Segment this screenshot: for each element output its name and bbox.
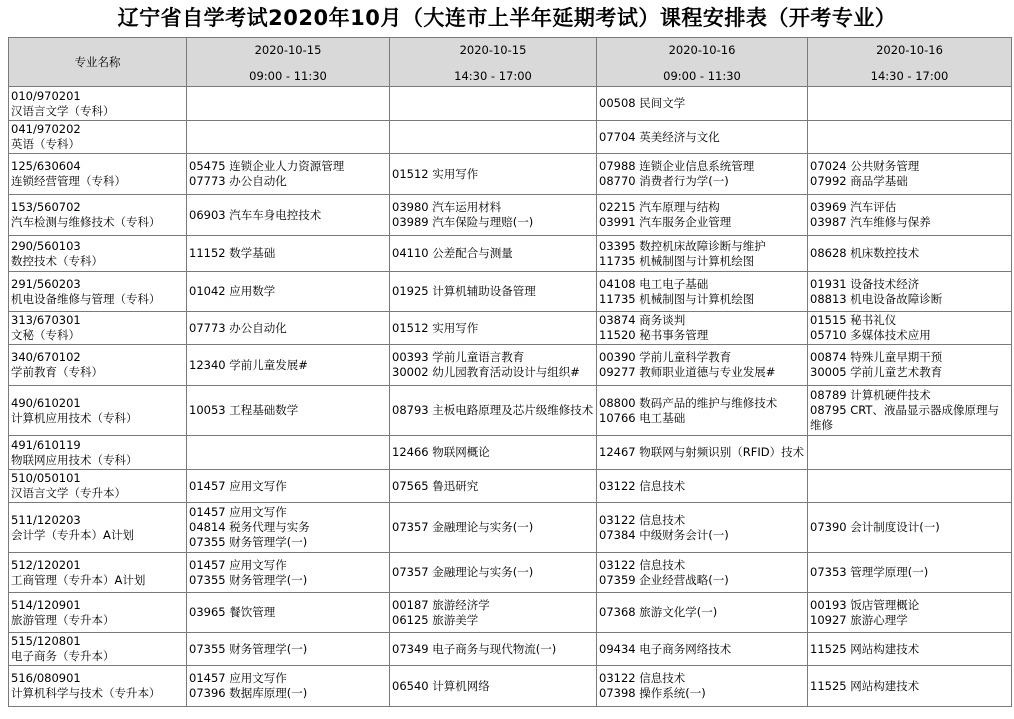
course-entry: 08770 消费者行为学(一) (599, 174, 729, 188)
session-cell (597, 436, 808, 470)
major-code: 125/630604 (11, 159, 81, 173)
course-entry: 30005 学前儿童艺术教育 (810, 365, 943, 379)
major-name: 数控技术（专科） (11, 253, 103, 268)
course-entry: 06903 汽车车身电控技术 (189, 207, 322, 222)
major-code: 514/120901 (11, 597, 81, 612)
table-row (9, 470, 1012, 503)
schedule-table (8, 37, 1012, 707)
major-cell (9, 272, 187, 312)
table-row (9, 553, 1012, 593)
course-entry: 12467 物联网与射频识别（RFID）技术 (599, 445, 805, 459)
session-cell (808, 666, 1012, 707)
course-entry: 01512 实用写作 (392, 166, 479, 181)
course-entry: 10053 工程基础数学 (189, 403, 299, 417)
session-header (390, 38, 597, 87)
course-entry: 06125 旅游美学 (392, 612, 479, 627)
course-entry: 11525 网站构建技术 (810, 641, 920, 656)
major-code: 041/970202 (11, 122, 81, 136)
major-cell (9, 195, 187, 236)
course-entry: 03965 餐饮管理 (189, 605, 276, 619)
session-cell (597, 195, 808, 236)
session-cell (597, 386, 808, 436)
session-cell (808, 195, 1012, 236)
session-cell (808, 312, 1012, 345)
course-entry: 03122 信息技术 (599, 512, 686, 527)
session-time: 09:00 - 11:30 (249, 68, 327, 83)
session-cell (597, 666, 808, 707)
session-cell (390, 345, 597, 386)
course-entry: 11735 机械制图与计算机绘图 (599, 253, 755, 268)
course-entry: 03989 汽车保险与理赔(一) (392, 215, 534, 229)
course-entry: 07988 连锁企业信息系统管理 (599, 159, 755, 173)
course-entry: 03980 汽车运用材料 (392, 200, 502, 214)
table-row (9, 633, 1012, 666)
course-entry: 07359 企业经营战略(一) (599, 572, 729, 587)
major-code: 313/670301 (11, 313, 81, 327)
course-entry: 12466 物联网概论 (392, 445, 490, 459)
course-entry: 01515 秘书礼仪 (810, 313, 897, 327)
session-time: 09:00 - 11:30 (663, 68, 741, 83)
session-cell (390, 503, 597, 553)
session-header (187, 38, 390, 87)
course-entry: 04814 税务代理与实务 (189, 520, 310, 534)
table-row (9, 386, 1012, 436)
session-cell (597, 553, 808, 593)
session-cell (390, 386, 597, 436)
course-entry: 00390 学前儿童科学教育 (599, 350, 732, 364)
session-cell (390, 121, 597, 154)
page-title: 辽宁省自学考试2020年10月（大连市上半年延期考试）课程安排表（开考专业） (117, 6, 897, 30)
course-entry: 06540 计算机网络 (392, 678, 490, 693)
major-code: 510/050101 (11, 471, 81, 485)
major-code: 340/670102 (11, 350, 81, 364)
session-cell (597, 236, 808, 272)
session-cell (597, 272, 808, 312)
session-cell (597, 503, 808, 553)
course-entry: 07349 电子商务与现代物流(一) (392, 641, 557, 656)
course-entry: 11735 机械制图与计算机绘图 (599, 291, 755, 306)
major-cell (9, 553, 187, 593)
session-cell (597, 593, 808, 633)
session-header (808, 38, 1012, 87)
course-entry: 00508 民间文学 (599, 96, 686, 110)
session-cell (390, 154, 597, 195)
course-entry: 01512 实用写作 (392, 320, 479, 335)
major-code: 515/120801 (11, 634, 81, 648)
course-entry: 10766 电工基础 (599, 410, 686, 425)
major-cell (9, 666, 187, 707)
major-cell (9, 121, 187, 154)
session-cell (597, 121, 808, 154)
major-cell (9, 470, 187, 503)
session-cell (187, 272, 390, 312)
session-cell (390, 87, 597, 121)
session-cell (187, 195, 390, 236)
session-cell (187, 312, 390, 345)
course-entry: 07398 操作系统(一) (599, 686, 706, 700)
session-date: 2020-10-16 (876, 42, 943, 57)
major-name: 会计学（专升本）A计划 (11, 527, 134, 542)
session-cell (390, 436, 597, 470)
session-cell (390, 312, 597, 345)
session-time: 14:30 - 17:00 (870, 68, 949, 83)
major-code: 512/120201 (11, 557, 81, 572)
session-cell (187, 470, 390, 503)
session-cell (390, 195, 597, 236)
major-cell (9, 236, 187, 272)
session-cell (390, 470, 597, 503)
session-cell (390, 633, 597, 666)
course-entry: 03122 信息技术 (599, 671, 686, 685)
session-cell (187, 386, 390, 436)
course-entry: 02215 汽车原理与结构 (599, 200, 720, 214)
major-cell (9, 154, 187, 195)
major-code: 490/610201 (11, 395, 81, 410)
major-name: 学前教育（专科） (11, 365, 103, 379)
session-cell (390, 593, 597, 633)
header-row (9, 38, 1012, 87)
major-name: 文秘（专科） (11, 328, 80, 342)
session-date: 2020-10-16 (668, 42, 736, 57)
session-cell (808, 436, 1012, 470)
session-cell (597, 87, 808, 121)
session-cell (390, 666, 597, 707)
course-entry: 05475 连锁企业人力资源管理 (189, 159, 345, 173)
course-entry: 11525 网站构建技术 (810, 678, 920, 693)
course-entry: 03874 商务谈判 (599, 313, 686, 327)
course-entry: 01931 设备技术经济 (810, 276, 920, 291)
session-cell (808, 553, 1012, 593)
major-code: 516/080901 (11, 671, 81, 685)
major-code: 010/970201 (11, 88, 81, 103)
course-entry: 01457 应用文写作 (189, 478, 287, 493)
table-row (9, 195, 1012, 236)
session-cell (808, 236, 1012, 272)
course-entry: 09277 教师职业道德与专业发展# (599, 365, 776, 379)
session-cell (808, 386, 1012, 436)
course-entry: 08793 主板电路原理及芯片级维修技术 (392, 403, 594, 417)
session-cell (597, 154, 808, 195)
course-entry: 07357 金融理论与实务(一) (392, 520, 534, 534)
course-entry: 07390 会计制度设计(一) (810, 520, 940, 534)
major-name: 连锁经营管理（专科） (11, 174, 126, 188)
course-entry: 01457 应用文写作 (189, 557, 287, 572)
table-row (9, 121, 1012, 154)
major-code: 153/560702 (11, 200, 81, 214)
course-entry: 07384 中级财务会计(一) (599, 527, 729, 542)
session-cell (187, 553, 390, 593)
course-entry: 08789 计算机硬件技术 (810, 388, 931, 402)
course-entry: 09434 电子商务网络技术 (599, 641, 732, 656)
course-entry: 07396 数据库原理(一) (189, 686, 308, 700)
course-entry: 07353 管理学原理(一) (810, 565, 929, 579)
course-entry: 07024 公共财务管理 (810, 159, 920, 173)
table-row (9, 666, 1012, 707)
major-cell (9, 312, 187, 345)
session-cell (808, 121, 1012, 154)
course-entry: 07773 办公自动化 (189, 174, 287, 188)
course-entry: 07565 鲁迅研究 (392, 478, 479, 493)
course-entry: 11520 秘书事务管理 (599, 328, 709, 342)
major-code: 511/120203 (11, 512, 81, 527)
session-cell (808, 633, 1012, 666)
major-cell (9, 436, 187, 470)
session-cell (187, 121, 390, 154)
table-row (9, 436, 1012, 470)
course-entry: 08800 数码产品的维护与维修技术 (599, 395, 778, 410)
session-cell (597, 633, 808, 666)
major-cell (9, 503, 187, 553)
major-name: 机电设备维修与管理（专科） (11, 291, 161, 306)
course-entry: 00874 特殊儿童早期干预 (810, 350, 943, 364)
course-entry: 08813 机电设备故障诊断 (810, 291, 943, 306)
major-code: 291/560203 (11, 276, 81, 291)
course-entry: 07992 商品学基础 (810, 174, 908, 188)
course-entry: 04110 公差配合与测量 (392, 246, 513, 260)
table-row (9, 154, 1012, 195)
table-row (9, 236, 1012, 272)
session-cell (187, 87, 390, 121)
major-cell (9, 87, 187, 121)
table-row (9, 593, 1012, 633)
major-name: 英语（专科） (11, 137, 80, 151)
session-cell (597, 470, 808, 503)
table-row (9, 345, 1012, 386)
course-entry: 05710 多媒体技术应用 (810, 328, 931, 342)
course-entry: 03969 汽车评估 (810, 200, 897, 214)
course-entry: 03987 汽车维修与保养 (810, 215, 931, 229)
session-date: 2020-10-15 (254, 42, 322, 57)
major-name: 汉语言文学（专科） (11, 103, 115, 118)
course-entry: 07355 财务管理学(一) (189, 572, 308, 587)
course-entry: 11152 数学基础 (189, 246, 276, 260)
session-cell (808, 503, 1012, 553)
session-cell (808, 593, 1012, 633)
session-cell (597, 345, 808, 386)
course-entry: 03122 信息技术 (599, 478, 686, 493)
session-cell (808, 345, 1012, 386)
major-name: 工商管理（专升本）A计划 (11, 572, 146, 587)
session-cell (808, 87, 1012, 121)
session-cell (187, 154, 390, 195)
course-entry: 30002 幼儿园教育活动设计与组织# (392, 365, 580, 379)
major-name: 物联网应用技术（专科） (11, 452, 138, 467)
course-entry: 00393 学前儿童语言教育 (392, 350, 525, 364)
session-time: 14:30 - 17:00 (454, 68, 532, 83)
major-name: 计算机科学与技术（专升本） (11, 686, 161, 700)
session-cell (187, 666, 390, 707)
table-row (9, 503, 1012, 553)
course-entry: 01042 应用数学 (189, 284, 276, 298)
major-name: 汽车检测与维修技术（专科） (11, 215, 161, 229)
major-code: 491/610119 (11, 437, 81, 452)
session-cell (390, 272, 597, 312)
table-row (9, 312, 1012, 345)
session-header (597, 38, 808, 87)
session-cell (187, 236, 390, 272)
course-entry: 07773 办公自动化 (189, 320, 287, 335)
session-cell (808, 272, 1012, 312)
course-entry: 00193 饭店管理概论 (810, 597, 920, 612)
course-entry: 01457 应用文写作 (189, 671, 287, 685)
course-entry: 07357 金融理论与实务(一) (392, 565, 534, 579)
session-cell (187, 436, 390, 470)
course-entry: 04108 电工电子基础 (599, 276, 709, 291)
course-entry: 08628 机床数控技术 (810, 246, 920, 260)
session-cell (187, 345, 390, 386)
major-name: 电子商务（专升本） (11, 649, 115, 663)
session-cell (597, 312, 808, 345)
schedule-body (9, 87, 1012, 707)
course-entry: 00187 旅游经济学 (392, 597, 490, 612)
major-cell (9, 593, 187, 633)
major-cell (9, 345, 187, 386)
session-cell (390, 236, 597, 272)
course-entry: 03122 信息技术 (599, 557, 686, 572)
major-column-header: 专业名称 (9, 38, 187, 87)
major-name: 计算机应用技术（专科） (11, 410, 138, 425)
course-entry: 12340 学前儿童发展# (189, 357, 308, 372)
session-cell (187, 503, 390, 553)
course-entry: 03395 数控机床故障诊断与维护 (599, 238, 766, 253)
course-entry: 07355 财务管理学(一) (189, 641, 308, 656)
course-entry: 01457 应用文写作 (189, 505, 287, 519)
major-name: 旅游管理（专升本） (11, 612, 115, 627)
course-entry: 08795 CRT、液晶显示器成像原理与维修 (810, 403, 999, 432)
major-cell (9, 633, 187, 666)
major-name: 汉语言文学（专升本） (11, 486, 126, 500)
session-date: 2020-10-15 (459, 42, 527, 57)
session-cell (808, 154, 1012, 195)
course-entry: 07368 旅游文化学(一) (599, 605, 718, 619)
major-code: 290/560103 (11, 238, 81, 253)
course-entry: 03991 汽车服务企业管理 (599, 215, 732, 229)
course-entry: 01925 计算机辅助设备管理 (392, 284, 536, 298)
course-entry: 07704 英美经济与文化 (599, 129, 720, 144)
table-row (9, 87, 1012, 121)
session-cell (187, 593, 390, 633)
course-entry: 07355 财务管理学(一) (189, 535, 308, 549)
table-row (9, 272, 1012, 312)
course-entry: 10927 旅游心理学 (810, 612, 908, 627)
session-cell (187, 633, 390, 666)
session-cell (808, 470, 1012, 503)
session-cell (390, 553, 597, 593)
major-cell (9, 386, 187, 436)
